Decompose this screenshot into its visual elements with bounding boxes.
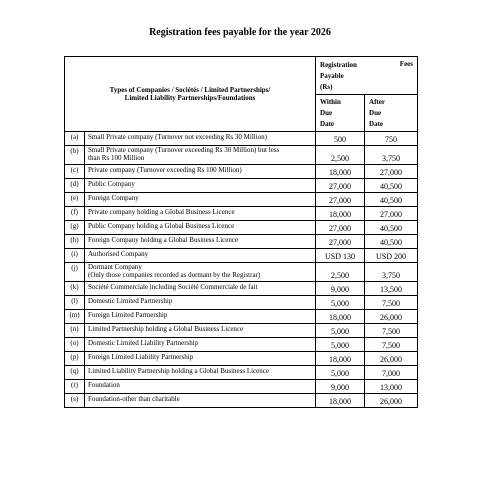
within-due-date-fee: 27,000: [316, 179, 365, 193]
table-row: [65, 165, 418, 179]
row-description: [85, 338, 316, 352]
within-due-date-fee: 18,000: [316, 394, 365, 408]
header-line: Within: [320, 98, 341, 106]
row-description-line: Domestic Limited Partnership: [88, 297, 173, 305]
within-due-date-fee: 27,000: [316, 221, 365, 235]
row-description-line: (Only those companies recorded as dormant by the Registrar): [88, 271, 261, 279]
row-description-line: Foreign Limited Liability Partnership: [88, 353, 194, 361]
header-line: Due: [369, 109, 382, 117]
after-due-date-fee: 7,000: [365, 366, 418, 380]
row-code: (g): [65, 221, 85, 235]
row-description-line: Foreign Company holding a Global Business Licence: [88, 236, 239, 244]
after-due-date-fee: 7,500: [365, 338, 418, 352]
table-header-row: [65, 57, 418, 95]
within-due-date-fee: 9,000: [316, 380, 365, 394]
row-code: (c): [65, 165, 85, 179]
row-description-line: Authorised Company: [88, 250, 149, 258]
page-title: Registration fees payable for the year 2026: [149, 27, 331, 38]
within-due-date-fee: 18,000: [316, 352, 365, 366]
within-due-date-fee: 27,000: [316, 235, 365, 249]
row-description: [85, 296, 316, 310]
within-due-date-fee: 500: [316, 132, 365, 146]
table-row: [65, 324, 418, 338]
row-description-line: Domestic Limited Liability Partnership: [88, 339, 199, 347]
row-description-line: Private company (Turnover exceeding Rs 100 Million): [88, 166, 242, 174]
row-description-line: Foreign Company: [88, 194, 139, 202]
table-row: [65, 193, 418, 207]
row-description-line: Small Private company (Turnover exceeding Rs 30 Million) but less: [88, 146, 280, 154]
row-description: [85, 310, 316, 324]
row-description-line: Limited Partnership holding a Global Business Licence: [88, 325, 244, 333]
within-due-date-fee: 9,000: [316, 282, 365, 296]
after-due-date-fee: 40,500: [365, 235, 418, 249]
after-due-date-fee: 40,500: [365, 193, 418, 207]
table-row: [65, 282, 418, 296]
after-due-date-fee: 13,500: [365, 282, 418, 296]
within-due-date-fee: 5,000: [316, 366, 365, 380]
after-due-date-fee: 27,000: [365, 207, 418, 221]
after-due-date-fee: 40,500: [365, 179, 418, 193]
fee-rows: [65, 132, 418, 408]
row-code: (j): [65, 263, 85, 282]
row-description-line: Foundation: [88, 381, 120, 389]
after-due-date-fee: 7,500: [365, 296, 418, 310]
table-row: [65, 366, 418, 380]
within-due-date-fee: 18,000: [316, 207, 365, 221]
row-description: [85, 282, 316, 296]
registration-payable-header: [316, 57, 365, 95]
row-description-line: Public Company: [88, 180, 135, 188]
after-due-date-fee: 750: [365, 132, 418, 146]
row-description: [85, 132, 316, 146]
table-row: [65, 394, 418, 408]
row-code: (h): [65, 235, 85, 249]
table-row: [65, 380, 418, 394]
header-line: Date: [320, 120, 335, 128]
table-row: [65, 249, 418, 263]
row-description: [85, 193, 316, 207]
types-header-line: Types of Companies / Sociétés / Limited Partnerships/: [109, 86, 271, 94]
table-row: [65, 235, 418, 249]
after-due-date-fee: 40,500: [365, 221, 418, 235]
fees-header: Fees: [365, 57, 418, 95]
after-due-date-fee: 26,000: [365, 352, 418, 366]
table-row: [65, 338, 418, 352]
table-row: [65, 179, 418, 193]
after-due-date-fee: 26,000: [365, 394, 418, 408]
after-due-date-fee: 3,750: [365, 263, 418, 282]
row-description: [85, 235, 316, 249]
within-due-date-fee: 27,000: [316, 193, 365, 207]
header-line: After: [369, 98, 385, 106]
within-due-date-fee: 18,000: [316, 310, 365, 324]
header-line: Date: [369, 120, 384, 128]
row-description: [85, 352, 316, 366]
row-description-line: Dormant Company: [88, 263, 142, 271]
row-code: (a): [65, 132, 85, 146]
types-header-line: Limited Liability Partnerships/Foundations: [124, 94, 256, 102]
row-description-line: Société Commerciale including Société Commerciale de fait: [88, 283, 258, 291]
row-code: (r): [65, 380, 85, 394]
table-row: [65, 221, 418, 235]
table-row: [65, 352, 418, 366]
row-description-line: Private company holding a Global Business Licence: [88, 208, 235, 216]
table-row: [65, 263, 418, 282]
row-description: [85, 207, 316, 221]
row-code: (b): [65, 146, 85, 165]
after-due-date-fee: 27,000: [365, 165, 418, 179]
after-due-date-header: [365, 95, 418, 132]
table-row: [65, 132, 418, 146]
after-due-date-fee: USD 200: [365, 249, 418, 263]
table-row: [65, 146, 418, 165]
row-description-line: than Rs 100 Million: [88, 154, 145, 162]
header-line: Registration: [320, 61, 357, 69]
row-description: [85, 366, 316, 380]
within-due-date-header: [316, 95, 365, 132]
row-description: [85, 263, 316, 282]
row-code: (l): [65, 296, 85, 310]
row-description-line: Foreign Limited Partnership: [88, 311, 168, 319]
row-code: (m): [65, 310, 85, 324]
row-description-line: Small Private company (Turnover not exceeding Rs 30 Million): [88, 133, 267, 141]
table-row: [65, 207, 418, 221]
row-description-line: Foundation-other than charitable: [88, 395, 180, 403]
within-due-date-fee: 2,500: [316, 146, 365, 165]
row-code: (p): [65, 352, 85, 366]
header-line: Payable: [320, 72, 344, 80]
row-description: [85, 249, 316, 263]
row-code: (q): [65, 366, 85, 380]
row-code: (f): [65, 207, 85, 221]
within-due-date-fee: 5,000: [316, 296, 365, 310]
row-code: (i): [65, 249, 85, 263]
after-due-date-fee: 26,000: [365, 310, 418, 324]
table-row: [65, 310, 418, 324]
within-due-date-fee: 18,000: [316, 165, 365, 179]
fees-table: [64, 56, 418, 408]
row-description-line: Limited Liability Partnership holding a Global Business Licence: [88, 367, 269, 375]
within-due-date-fee: 5,000: [316, 324, 365, 338]
within-due-date-fee: USD 130: [316, 249, 365, 263]
row-code: (n): [65, 324, 85, 338]
table-row: [65, 296, 418, 310]
row-description: [85, 179, 316, 193]
after-due-date-fee: 13,000: [365, 380, 418, 394]
row-code: (d): [65, 179, 85, 193]
row-description-line: Public Company holding a Global Business Licence: [88, 222, 235, 230]
row-description: [85, 394, 316, 408]
types-header: [65, 57, 316, 132]
row-description: [85, 221, 316, 235]
header-line: Due: [320, 109, 333, 117]
row-description: [85, 324, 316, 338]
header-line: (Rs): [320, 83, 333, 91]
row-description: [85, 165, 316, 179]
within-due-date-fee: 2,500: [316, 263, 365, 282]
row-description: [85, 146, 316, 165]
row-description: [85, 380, 316, 394]
after-due-date-fee: 7,500: [365, 324, 418, 338]
row-code: (e): [65, 193, 85, 207]
row-code: (k): [65, 282, 85, 296]
after-due-date-fee: 3,750: [365, 146, 418, 165]
row-code: (o): [65, 338, 85, 352]
within-due-date-fee: 5,000: [316, 338, 365, 352]
row-code: (s): [65, 394, 85, 408]
